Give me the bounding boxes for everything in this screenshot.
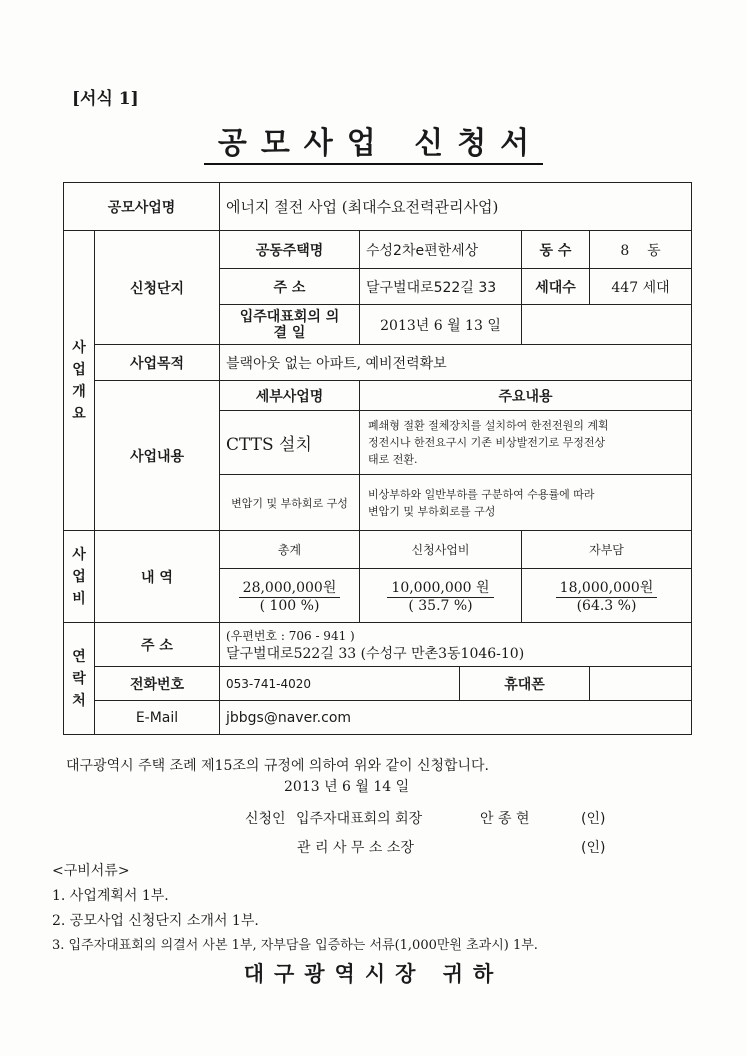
household-label: 세대수: [522, 269, 590, 305]
phone-label: 전화번호: [95, 667, 220, 701]
site-label: 신청단지: [95, 231, 220, 345]
item-name: CTTS 설치: [220, 411, 360, 475]
main-content-header: 주요내용: [360, 381, 692, 411]
total-header: 총계: [220, 531, 360, 569]
household-value: 447 세대: [590, 269, 692, 305]
attachment-item: 1. 사업계획서 1부.: [52, 888, 169, 904]
mobile-value: [590, 667, 692, 701]
manager-role: 관 리 사 무 소 소장: [297, 840, 414, 856]
purpose-value: 블랙아웃 없는 아파트, 예비전력확보: [220, 345, 692, 381]
resolution-blank: [522, 305, 692, 345]
recipient: 대구광역시장 귀하: [243, 962, 504, 986]
total-amount-cell: 28,000,000원 ( 100 %): [220, 569, 360, 623]
phone-value: 053-741-4020: [220, 667, 460, 701]
applicant-name: 안 종 현: [480, 811, 530, 827]
content-label: 사업내용: [95, 381, 220, 531]
address-label: 주 소: [220, 269, 360, 305]
apt-name-value: 수성2차e편한세상: [360, 231, 522, 269]
contact-address-value: (우편번호 : 706 - 941 ) 달구벌대로522길 33 (수성구 만촌3동1046-10): [220, 623, 692, 667]
item-name: 변압기 및 부하회로 구성: [220, 475, 360, 531]
apt-name-label: 공동주택명: [220, 231, 360, 269]
applicant-seal: (인): [581, 811, 606, 827]
item-description: 비상부하와 일반부하를 구분하여 수용률에 따라 변압기 및 부하회로를 구성: [360, 475, 692, 531]
document-title: 공모사업 신청서: [0, 118, 747, 162]
application-form-table: [63, 182, 692, 735]
budget-detail-label: 내 역: [95, 531, 220, 623]
project-name-label: 공모사업명: [64, 183, 220, 231]
email-label: E-Mail: [95, 701, 220, 735]
request-amount-cell: 10,000,000 원 ( 35.7 %): [360, 569, 522, 623]
applicant-label: 신청인: [245, 811, 286, 827]
resolution-date: 2013년 6 월 13 일: [360, 305, 522, 345]
contact-address-label: 주 소: [95, 623, 220, 667]
overview-side-label: 사 업 개 요: [64, 231, 95, 531]
attachment-item: 2. 공모사업 신청단지 소개서 1부.: [52, 913, 259, 929]
contact-side-label: 연 락 처: [64, 623, 95, 735]
budget-side-label: 사 업 비: [64, 531, 95, 623]
attachments-title: <구비서류>: [52, 863, 130, 879]
self-header: 자부담: [522, 531, 692, 569]
resolution-label: 입주대표회의 의 결 일: [220, 305, 360, 345]
request-header: 신청사업비: [360, 531, 522, 569]
project-name-value: 에너지 절전 사업 (최대수요전력관리사업): [220, 183, 692, 231]
statement: 대구광역시 주택 조례 제15조의 규정에 의하여 위와 같이 신청합니다.: [66, 758, 490, 774]
applicant-role: 입주자대표회의 회장: [296, 811, 423, 827]
form-number: [서식 1]: [72, 89, 139, 109]
manager-seal: (인): [581, 840, 606, 856]
application-date: 2013 년 6 월 14 일: [284, 779, 410, 795]
self-amount-cell: 18,000,000원 (64.3 %): [522, 569, 692, 623]
email-value: jbbgs@naver.com: [220, 701, 692, 735]
dong-label: 동 수: [522, 231, 590, 269]
purpose-label: 사업목적: [95, 345, 220, 381]
mobile-label: 휴대폰: [460, 667, 590, 701]
address-value: 달구벌대로522길 33: [360, 269, 522, 305]
detail-header: 세부사업명: [220, 381, 360, 411]
attachment-item: 3. 입주자대표회의 의결서 사본 1부, 자부담을 입증하는 서류(1,000만원 초과시) 1부.: [52, 938, 538, 953]
dong-value: 8 동: [590, 231, 692, 269]
item-description: 폐쇄형 절환 절체장치를 설치하여 한전전원의 계획 정전시나 한전요구시 기존 비상발전기로 무정전상 태로 전환.: [360, 411, 692, 475]
